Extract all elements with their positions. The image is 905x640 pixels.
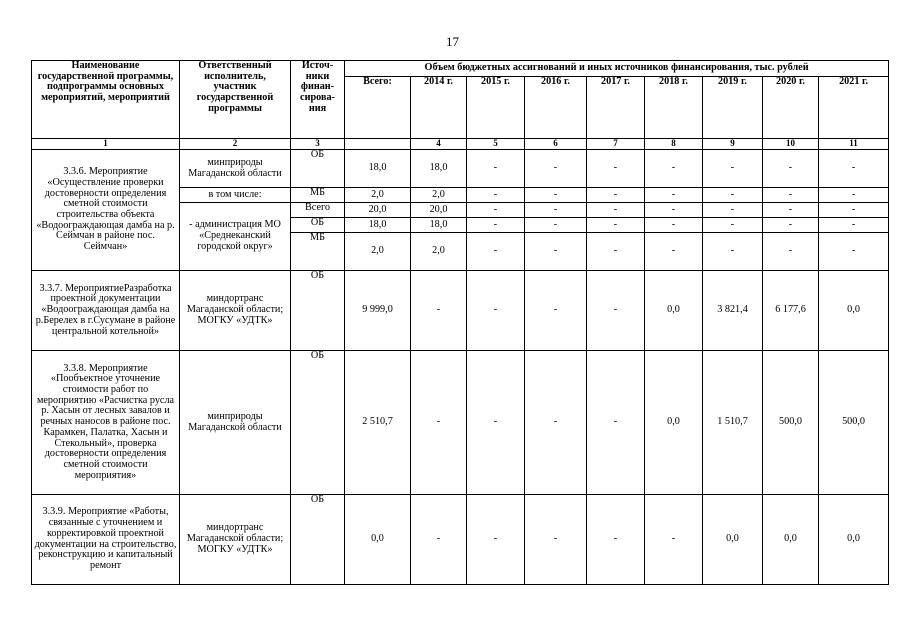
cell-value: 0,0 [819, 495, 889, 585]
column-numbers-row [32, 139, 889, 150]
header-name: Наименование государственной программы, подпрограммы основных мероприятий, мероприятий [32, 61, 180, 139]
cell-value: 18,0 [411, 150, 467, 188]
cell-value: - [411, 351, 467, 495]
row-source: ОБ [291, 150, 345, 188]
cell-value: 18,0 [411, 218, 467, 233]
cell-value: 2,0 [411, 233, 467, 271]
table-row [32, 351, 889, 495]
cell-value: 0,0 [645, 271, 703, 351]
row-responsible: миндортранс Магаданской области; МОГКУ «УДТК» [180, 271, 291, 351]
cell-value: - [467, 271, 525, 351]
row-responsible: миндортранс Магаданской области; МОГКУ «УДТК» [180, 495, 291, 585]
cell-value: - [525, 351, 587, 495]
cell-value: - [819, 218, 889, 233]
cell-value: - [587, 271, 645, 351]
header-total: Всего: [345, 77, 411, 139]
cell-value: 2,0 [345, 233, 411, 271]
cell-value: - [467, 495, 525, 585]
table-row [32, 495, 889, 585]
row-source: МБ [291, 233, 345, 271]
row-source: ОБ [291, 495, 345, 585]
header-volume: Объем бюджетных ассигнований и иных источников финансирования, тыс. рублей [345, 61, 889, 77]
cell-value: 0,0 [703, 495, 763, 585]
row-responsible: - администрация МО «Среднеканский городской округ» [180, 203, 291, 271]
header-year: 2019 г. [703, 77, 763, 139]
cell-value: - [645, 218, 703, 233]
col-number: 2 [180, 139, 291, 150]
header-year: 2014 г. [411, 77, 467, 139]
cell-value: - [819, 150, 889, 188]
cell-value: 3 821,4 [703, 271, 763, 351]
cell-value: 2,0 [411, 188, 467, 203]
cell-value: 500,0 [763, 351, 819, 495]
cell-value: 2 510,7 [345, 351, 411, 495]
cell-value: - [587, 188, 645, 203]
table-row [32, 271, 889, 351]
cell-value: - [587, 351, 645, 495]
cell-value: - [525, 233, 587, 271]
cell-value: - [703, 233, 763, 271]
col-number: 5 [467, 139, 525, 150]
cell-value: - [645, 188, 703, 203]
cell-value: - [703, 188, 763, 203]
cell-value: - [525, 495, 587, 585]
cell-value: - [525, 218, 587, 233]
cell-value: - [763, 218, 819, 233]
cell-value: - [467, 218, 525, 233]
cell-value: - [763, 203, 819, 218]
cell-value: - [587, 495, 645, 585]
header-year: 2018 г. [645, 77, 703, 139]
header-responsible: Ответственный исполнитель, участник государственной программы [180, 61, 291, 139]
col-number [345, 139, 411, 150]
cell-value: - [411, 495, 467, 585]
row-responsible: минприроды Магаданской области [180, 150, 291, 188]
cell-value: - [819, 188, 889, 203]
cell-value: - [467, 203, 525, 218]
table-row [32, 150, 889, 188]
cell-value: 18,0 [345, 218, 411, 233]
cell-value: - [525, 188, 587, 203]
row-source: МБ [291, 188, 345, 203]
cell-value: 20,0 [411, 203, 467, 218]
cell-value: 2,0 [345, 188, 411, 203]
row-source: Всего [291, 203, 345, 218]
col-number: 10 [763, 139, 819, 150]
col-number: 8 [645, 139, 703, 150]
cell-value: - [645, 233, 703, 271]
cell-value: - [703, 203, 763, 218]
header-year: 2021 г. [819, 77, 889, 139]
cell-value: 0,0 [645, 351, 703, 495]
header-source: Источ-ники финан-сирова-ния [291, 61, 345, 139]
cell-value: - [467, 150, 525, 188]
row-source: ОБ [291, 218, 345, 233]
cell-value: - [587, 218, 645, 233]
cell-value: - [645, 495, 703, 585]
row-name: 3.3.8. Мероприятие «Пообъектное уточнение стоимости работ по мероприятию «Расчистка русла р. Хасын от лесных завалов и речных наносов в районе пос. Карамкен, Палатка, Хасын и Стекольный», проверка достоверности определения сметной стоимости мероприятия» [32, 351, 180, 495]
cell-value: - [467, 233, 525, 271]
row-source: ОБ [291, 351, 345, 495]
cell-value: - [525, 203, 587, 218]
cell-value: - [467, 188, 525, 203]
cell-value: 1 510,7 [703, 351, 763, 495]
cell-value: - [703, 218, 763, 233]
col-number: 7 [587, 139, 645, 150]
col-number: 9 [703, 139, 763, 150]
cell-value: - [587, 233, 645, 271]
cell-value: - [819, 203, 889, 218]
row-responsible: в том числе: [180, 188, 291, 203]
page-number: 17 [446, 34, 459, 49]
col-number: 3 [291, 139, 345, 150]
col-number: 11 [819, 139, 889, 150]
cell-value: 0,0 [819, 271, 889, 351]
cell-value: - [645, 150, 703, 188]
cell-value: - [411, 271, 467, 351]
cell-value: 18,0 [345, 150, 411, 188]
cell-value: 6 177,6 [763, 271, 819, 351]
cell-value: 0,0 [763, 495, 819, 585]
cell-value: - [467, 351, 525, 495]
cell-value: - [525, 150, 587, 188]
financing-table [31, 60, 889, 585]
cell-value: 500,0 [819, 351, 889, 495]
cell-value: - [703, 150, 763, 188]
header-year: 2020 г. [763, 77, 819, 139]
header-year: 2017 г. [587, 77, 645, 139]
cell-value: 20,0 [345, 203, 411, 218]
cell-value: 0,0 [345, 495, 411, 585]
col-number: 4 [411, 139, 467, 150]
row-source: ОБ [291, 271, 345, 351]
cell-value: - [819, 233, 889, 271]
cell-value: - [763, 233, 819, 271]
cell-value: - [645, 203, 703, 218]
cell-value: - [763, 150, 819, 188]
row-name: 3.3.6. Мероприятие «Осуществление проверки достоверности определения сметной стоимости строительства объекта «Водоограждающая дамба на р. Сеймчан в районе пос. Сеймчан» [32, 150, 180, 271]
cell-value: - [763, 188, 819, 203]
cell-value: - [587, 203, 645, 218]
col-number: 6 [525, 139, 587, 150]
col-number: 1 [32, 139, 180, 150]
header-year: 2016 г. [525, 77, 587, 139]
cell-value: - [525, 271, 587, 351]
row-name: 3.3.9. Мероприятие «Работы, связанные с уточнением и корректировкой проектной документации на строительство, реконструкцию и капитальный ремонт [32, 495, 180, 585]
row-responsible: минприроды Магаданской области [180, 351, 291, 495]
cell-value: - [587, 150, 645, 188]
header-year: 2015 г. [467, 77, 525, 139]
row-name: 3.3.7. МероприятиеРазработка проектной документации «Водоограждающая дамба на р.Берелех в г.Сусумане в районе центральной котельной» [32, 271, 180, 351]
cell-value: 9 999,0 [345, 271, 411, 351]
